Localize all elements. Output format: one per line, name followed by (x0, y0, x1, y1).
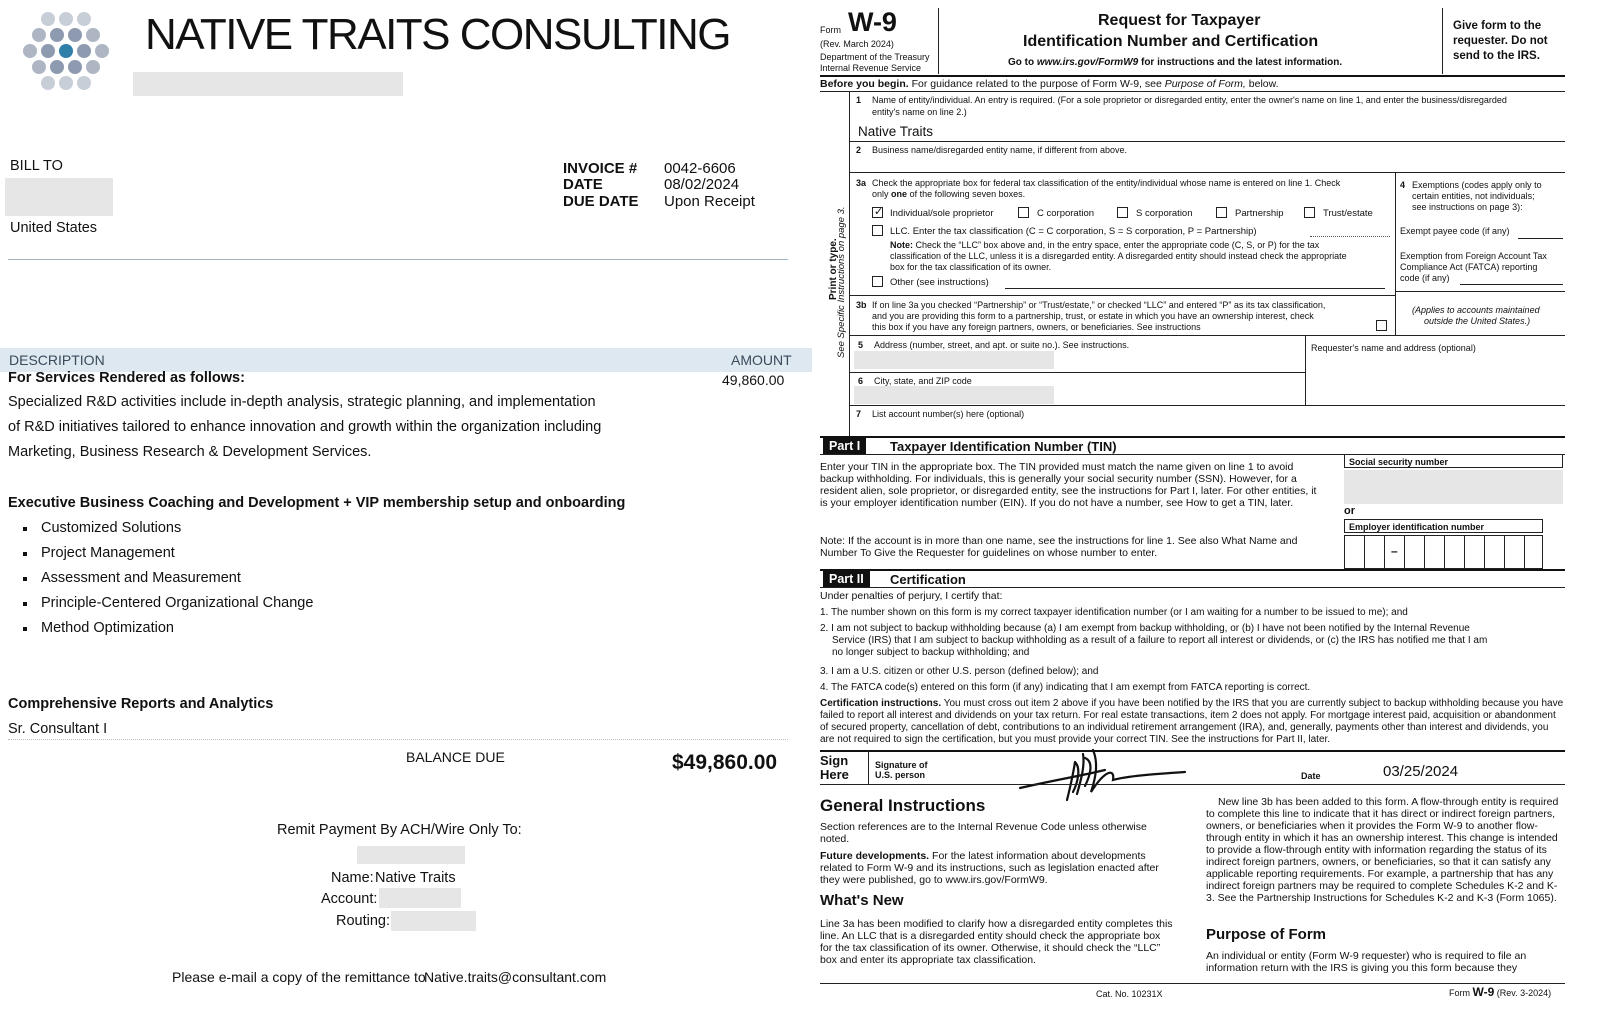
company-logo-icon (16, 10, 111, 95)
line2-text: Business name/disregarded entity name, if different from above. (872, 145, 1127, 155)
invoice-date-value: 08/02/2024 (664, 176, 740, 193)
line3a-only: only (872, 189, 889, 199)
line3b-text-3: this box if you have any foreign partners, owners, or beneficiaries. See instructions (872, 322, 1201, 332)
amount-header: AMOUNT (731, 352, 792, 368)
footer-form-number: W-9 (1472, 985, 1495, 999)
invoice-number-label: INVOICE # (563, 160, 638, 177)
signature-label-2: U.S. person (875, 770, 926, 780)
exempt-payee-line (1518, 238, 1563, 239)
future-text: For the latest information about developments related to Form W-9 and its instructions, such as legislation enacted after they were published, go to www.irs.gov/FormW9. (820, 850, 1159, 886)
coaching-heading: Executive Business Coaching and Development + VIP membership setup and onboarding (8, 495, 626, 511)
fatca-1: Exemption from Foreign Account Tax (1400, 251, 1547, 261)
email-prefix: Please e-mail a copy of the remittance to (172, 969, 426, 985)
form-rev: (Rev. March 2024) (820, 39, 894, 49)
general-instructions-title: General Instructions (820, 796, 986, 815)
side-print: Print or type. (828, 238, 839, 300)
divider (820, 983, 1565, 984)
purpose-title: Purpose of Form (1206, 926, 1327, 943)
line1-value[interactable]: Native Traits (858, 124, 934, 139)
scorp-label: S corporation (1136, 208, 1193, 219)
cert-instructions (820, 698, 1565, 746)
divider (8, 259, 788, 260)
balance-due-value: $49,860.00 (672, 751, 778, 774)
divider (1364, 535, 1365, 569)
general-instructions-text: Section references are to the Internal Revenue Code unless otherwise noted. (820, 821, 1147, 845)
w9-form (820, 0, 1600, 1019)
line5-text: Address (number, street, and apt. or suite no.). See instructions. (874, 340, 1130, 350)
line1-num: 1 (856, 95, 862, 105)
whats-new-title: What's New (820, 892, 904, 909)
description-header: DESCRIPTION (9, 352, 105, 368)
line3a-text-b (872, 188, 1025, 200)
line3a-text: Check the appropriate box for federal tax classification of the entity/individual whose name is entered on line 1. Check (872, 178, 1341, 188)
footer-form-label: Form (1449, 988, 1470, 998)
llc-checkbox[interactable] (872, 225, 883, 236)
invoice-date-label: DATE (563, 176, 603, 193)
divider (1305, 335, 1306, 405)
form-number: W-9 (848, 7, 897, 37)
line3a-num: 3a (856, 178, 867, 188)
services-line: Marketing, Business Research & Development Services. (8, 444, 372, 460)
table-header (0, 348, 812, 372)
divider (1384, 535, 1385, 569)
sign-label-1: Sign (820, 753, 849, 768)
signature-label-1: Signature of (875, 760, 928, 770)
line5-num: 5 (858, 340, 864, 350)
line4-text-3: see instructions on page 3): (1412, 202, 1523, 212)
cert-2b: Service (IRS) that I am subject to backup withholding as a result of a failure to report all interest or dividends, or (c) the IRS has notified me that I am (832, 635, 1488, 646)
divider (820, 784, 1565, 785)
list-item: Assessment and Measurement (41, 570, 241, 586)
goto-suffix: for instructions and the latest information. (1140, 57, 1343, 68)
redacted-address-line (854, 351, 1054, 369)
form-title-2: Identification Number and Certification (1023, 33, 1319, 50)
due-date-label: DUE DATE (563, 193, 639, 210)
redacted-routing (391, 911, 476, 931)
line4-text-1: Exemptions (codes apply only to (1412, 180, 1542, 190)
part1-note: Note: If the account is in more than one name, see the instructions for line 1. See also What Name and Number To Give the Requester for guidelines on whose number to enter. (820, 535, 1298, 559)
part2-tag: Part II (823, 571, 870, 587)
cert-instr-text: You must cross out item 2 above if you have been notified by the IRS that you are currently subject to backup withholding because you have failed to report all interest and dividends on your tax return. For real estate transactions, item 2 does not apply. For mortgage interest paid, acquisition or abandonment of secured property, cancellation of debt, contributions to an individual retirement arrangement (IRA), and, generally, payments other than interest and dividends, you are not required to sign the certification, but you must provide your correct TIN. See the instructions for Part II, later. (820, 698, 1564, 745)
new-3b-text: New line 3b has been added to this form. A flow-through entity is required to complete this line to indicate that it has direct or indirect foreign partners, owners, or beneficiaries when it provides the Form W-9 to another flow-through entity in which it has an ownership interest. This change is intended to provide a flow-through entity with information regarding the status of its indirect foreign partners, owners, or beneficiaries, so that it can satisfy any applicable reporting requirements. For example, a partnership that has any indirect foreign partners may be required to complete Schedules K-2 and K-3. See the Partnership Instructions for Schedules K-2 and K-3 (Form 1065). (1206, 796, 1559, 904)
redacted-bank (357, 846, 465, 864)
ccorp-checkbox[interactable] (1018, 207, 1029, 218)
before-text: For guidance related to the purpose of Form W-9, see (911, 78, 1162, 90)
date-label: Date (1301, 771, 1321, 781)
divider (820, 91, 1565, 92)
line4-num: 4 (1400, 180, 1406, 190)
divider (938, 8, 939, 74)
line7-num: 7 (856, 409, 862, 419)
remit-name-value: Native Traits (375, 870, 456, 886)
divider (1484, 535, 1485, 569)
divider (1404, 535, 1405, 569)
line4-text-2: certain entities, not individuals; (1412, 191, 1535, 201)
remit-heading: Remit Payment By ACH/Wire Only To: (277, 822, 522, 838)
line3b-text-1: If on line 3a you checked “Partnership” or “Trust/estate,” or checked “LLC” and entered “P” as its tax classification, (872, 300, 1326, 310)
part1-tag: Part I (823, 438, 866, 454)
future-developments (820, 850, 1170, 886)
whats-new-text: Line 3a has been modified to clarify how a disregarded entity completes this line. An LLC that is a disregarded entity should check the appropriate box for the tax classification of its owner. Otherwise, it should check the “LLC” box and enter its appropriate tax classification. (820, 918, 1173, 966)
services-line: Specialized R&D activities include in-depth analysis, strategic planning, and implementation (8, 394, 596, 410)
sign-label-2: Here (820, 767, 849, 782)
fatca-2: Compliance Act (FATCA) reporting (1400, 262, 1538, 272)
divider (1395, 172, 1396, 335)
list-item: Principle-Centered Organizational Change (41, 595, 314, 611)
before-you-begin (820, 78, 1279, 90)
note-text-1: Check the “LLC” box above and, in the entry space, enter the appropriate code (C, S, or P) for the tax (915, 240, 1320, 250)
invoice-number-value: 0042-6606 (664, 160, 736, 177)
dept-treasury: Department of the Treasury (820, 52, 930, 62)
remit-name-label: Name: (331, 870, 374, 886)
purpose-text: An individual or entity (Form W-9 requester) who is required to file an information return with the IRS is giving you this form because they (1206, 950, 1527, 974)
line6-text: City, state, and ZIP code (874, 376, 972, 386)
divider (820, 436, 1565, 438)
note-bold: Note: (890, 240, 913, 250)
redacted-bill-to (5, 178, 113, 216)
bill-to-country: United States (10, 220, 98, 236)
partnership-checkbox[interactable] (1216, 207, 1227, 218)
ccorp-label: C corporation (1037, 208, 1095, 219)
list-item: Method Optimization (41, 620, 174, 636)
form-title-1: Request for Taxpayer (1098, 12, 1261, 29)
ein-label: Employer identification number (1349, 522, 1485, 532)
trust-label: Trust/estate (1323, 208, 1373, 219)
divider (820, 569, 1565, 571)
consultant-title: Sr. Consultant I (8, 721, 108, 737)
divider (849, 335, 1565, 336)
individual-checkbox[interactable] (872, 207, 883, 218)
applies-1: (Applies to accounts maintained (1412, 305, 1540, 315)
line2-num: 2 (856, 145, 862, 155)
email-link[interactable]: Native.traits@consultant.com (424, 969, 607, 985)
redacted-city (854, 386, 1054, 404)
redacted-account (379, 888, 461, 908)
side-instructions-2: See Specific Instructions on page 3. (836, 206, 847, 358)
due-date-value: Upon Receipt (664, 193, 755, 210)
reports-heading: Comprehensive Reports and Analytics (8, 696, 274, 712)
redacted-address (133, 72, 403, 96)
divider (1395, 291, 1565, 292)
goto-url[interactable]: www.irs.gov/FormW9 (1036, 57, 1139, 68)
other-entry-line (1005, 288, 1385, 289)
requester-label: Requester's name and address (optional) (1311, 343, 1476, 353)
line3a-post: of the following seven boxes. (909, 189, 1026, 199)
ssn-label: Social security number (1349, 457, 1449, 467)
divider (849, 91, 850, 436)
llc-label: LLC. Enter the tax classification (C = C corporation, S = S corporation, P = Partnership) (890, 226, 1257, 237)
divider (849, 295, 1395, 296)
divider (1464, 535, 1465, 569)
cert-2a: 2. I am not subject to backup withholding because (a) I am exempt from backup withholding, or (b) I have not been notified by the Internal Revenue (820, 623, 1470, 634)
divider (1424, 535, 1425, 569)
divider (1504, 535, 1505, 569)
part1-title: Taxpayer Identification Number (TIN) (890, 439, 1117, 454)
services-amount: 49,860.00 (722, 372, 785, 388)
divider (849, 172, 1565, 173)
before-bold: Before you begin. (820, 78, 909, 90)
footer-form (1449, 986, 1551, 999)
llc-entry-line (1310, 236, 1390, 237)
list-item: Customized Solutions (41, 520, 182, 536)
other-checkbox[interactable] (872, 276, 883, 287)
cert-1: 1. The number shown on this form is my correct taxpayer identification number (or I am waiting for a number to be issued to me); and (820, 607, 1408, 618)
dotted-divider (8, 739, 788, 740)
part2-title: Certification (890, 572, 966, 587)
divider (849, 405, 1565, 406)
divider (820, 75, 1565, 77)
other-label: Other (see instructions) (890, 277, 989, 288)
exempt-payee-label: Exempt payee code (if any) (1400, 226, 1510, 236)
foreign-partners-checkbox[interactable] (1376, 320, 1387, 331)
line1-text: Name of entity/individual. An entry is required. (For a sole proprietor or disregarded entity, enter the owner's name on line 1, and enter the business/disregarded (872, 95, 1507, 105)
footer-rev: (Rev. 3-2024) (1496, 988, 1552, 998)
company-name: NATIVE TRAITS CONSULTING (145, 10, 730, 59)
part1-text: Enter your TIN in the appropriate box. The TIN provided must match the name given on line 1 to avoid backup withholding. For individuals, this is generally your social security number (SSN). However, for a resident alien, sole proprietor, or disregarded entity, see the instructions for Part I, later. For other entities, it is your employer identification number (EIN). If you do not have a number, see How to get a TIN, later. (820, 461, 1317, 509)
services-heading: For Services Rendered as follows: (8, 370, 245, 386)
fatca-line (1460, 284, 1563, 285)
divider (1442, 8, 1443, 74)
note-line-3: box for the tax classification of its owner. (890, 262, 1052, 272)
cert-3: 3. I am a U.S. citizen or other U.S. person (defined below); and (820, 666, 1099, 677)
list-item: Project Management (41, 545, 175, 561)
ein-dash: – (1391, 544, 1398, 558)
goto-line (1008, 57, 1342, 69)
ssn-field[interactable] (1344, 470, 1563, 504)
date-value[interactable]: 03/25/2024 (1383, 763, 1459, 780)
penalties: Under penalties of perjury, I certify that: (820, 590, 1003, 602)
give-form-3: send to the IRS. (1453, 50, 1540, 62)
cert-instr-bold: Certification instructions. (820, 698, 942, 709)
bill-to-label: BILL TO (10, 158, 63, 174)
divider (849, 141, 1565, 142)
balance-due-label: BALANCE DUE (406, 749, 505, 765)
individual-label: Individual/sole proprietor (890, 208, 994, 219)
cert-4: 4. The FATCA code(s) entered on this form (if any) indicating that I am exempt from FATCA reporting is correct. (820, 682, 1311, 693)
future-bold: Future developments. (820, 850, 930, 862)
cat-number: Cat. No. 10231X (1096, 989, 1163, 999)
trust-checkbox[interactable] (1304, 207, 1315, 218)
services-line: of R&D initiatives tailored to enhance innovation and growth within the organization including (8, 419, 602, 435)
scorp-checkbox[interactable] (1117, 207, 1128, 218)
remit-routing-label: Routing: (336, 913, 391, 929)
before-italic: Purpose of Form, (1164, 78, 1246, 90)
line6-num: 6 (858, 376, 864, 386)
line1-text-b: entity's name on line 2.) (872, 107, 967, 117)
give-form-2: requester. Do not (1453, 35, 1548, 47)
give-form-1: Give form to the (1453, 20, 1542, 32)
irs-label: Internal Revenue Service (820, 63, 922, 73)
divider (849, 372, 1305, 373)
partnership-label: Partnership (1235, 208, 1284, 219)
divider (1444, 535, 1445, 569)
line7-text: List account number(s) here (optional) (872, 409, 1025, 419)
form-label: Form (820, 25, 841, 35)
divider (820, 587, 1565, 588)
divider (1524, 535, 1525, 569)
or-label: or (1344, 505, 1355, 517)
goto-prefix: Go to (1008, 57, 1035, 68)
remit-account-label: Account: (321, 891, 378, 907)
applies-2: outside the United States.) (1424, 316, 1531, 326)
handwritten-signature-icon (1015, 740, 1205, 810)
before-end: below. (1248, 78, 1279, 90)
line3a-one: one (891, 189, 908, 199)
cert-2c: no longer subject to backup withholding; and (832, 647, 1030, 658)
note-line-2: classification of the LLC, unless it is a disregarded entity. A disregarded entity should instead check the appropriate (890, 251, 1347, 261)
line3b-num: 3b (856, 300, 867, 310)
line3b-text-2: and you are providing this form to a partnership, trust, or estate in which you have an ownership interest, check (872, 311, 1314, 321)
fatca-3: code (if any) (1400, 273, 1450, 283)
divider (868, 750, 869, 784)
